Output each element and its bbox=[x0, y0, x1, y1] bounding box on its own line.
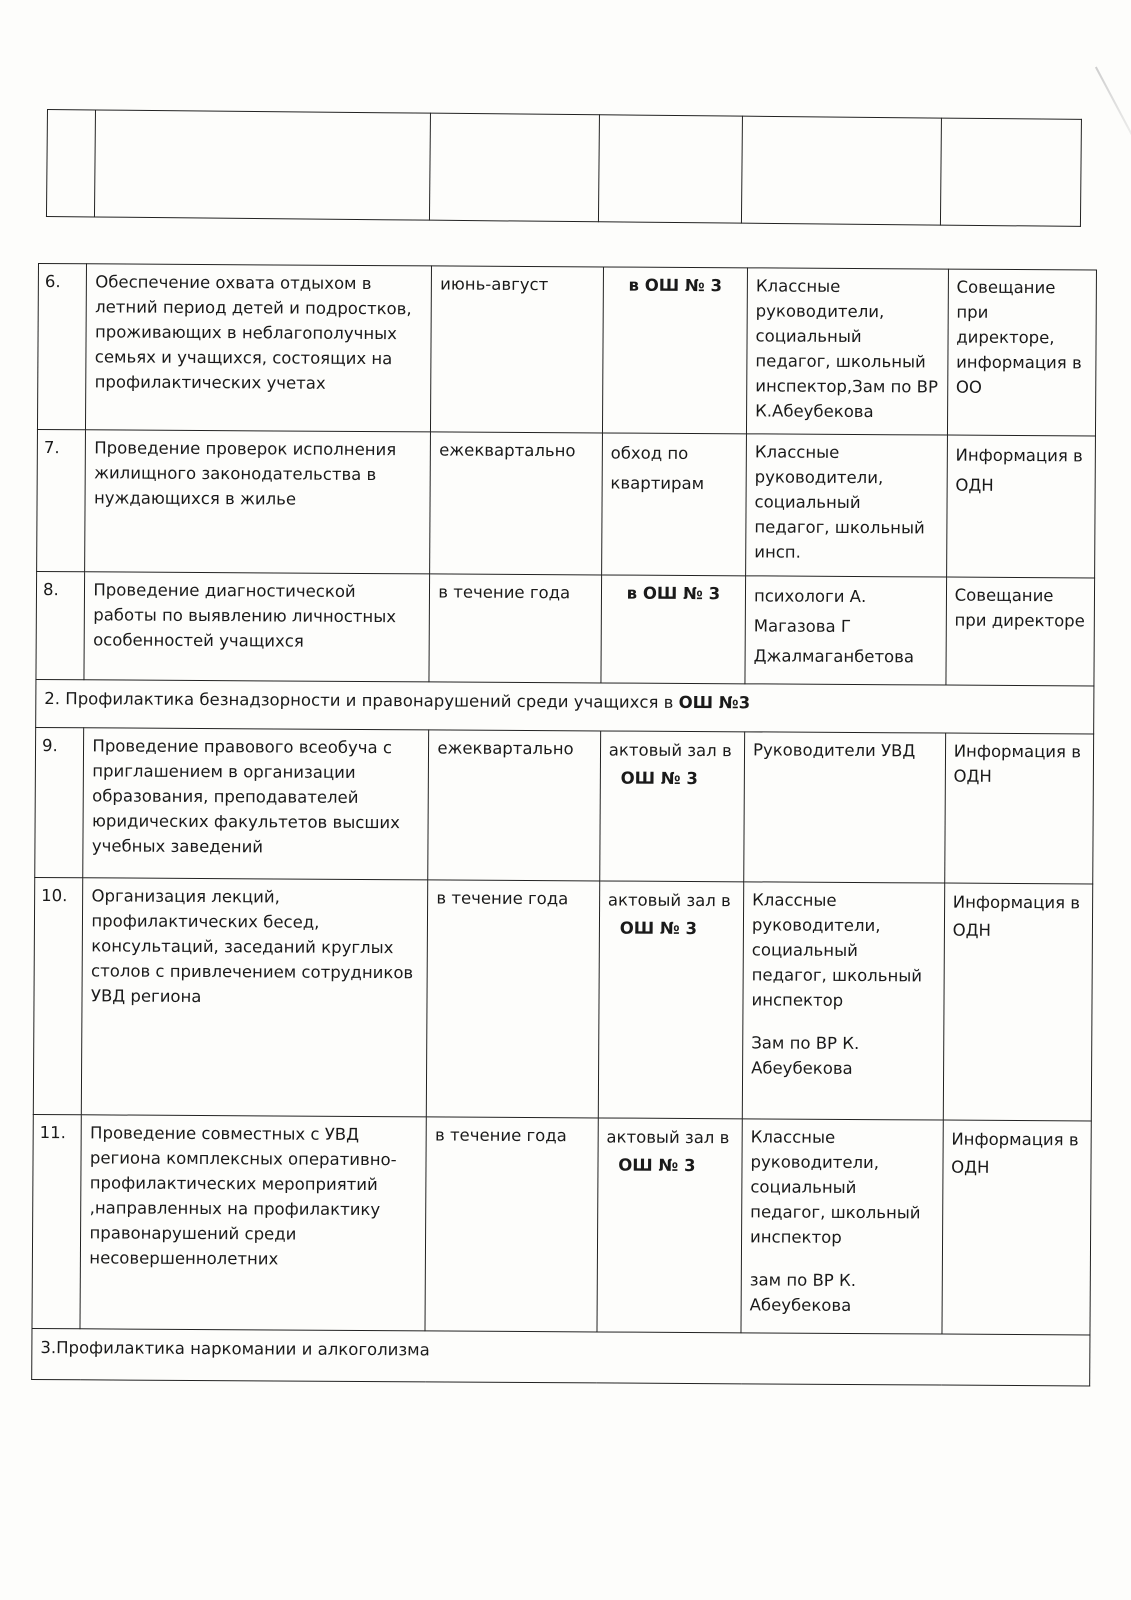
activity-cell: Проведение проверок исполнения жилищного законодательства в нуждающихся в жилье bbox=[85, 430, 431, 574]
table-row bbox=[37, 264, 1096, 436]
table-row bbox=[36, 571, 1095, 685]
responsible-deputy: Зам по ВР К. Абеубекова bbox=[751, 1033, 860, 1078]
term-cell: в течение года bbox=[425, 1117, 598, 1332]
table-row bbox=[35, 727, 1094, 883]
row-number: 9. bbox=[35, 727, 84, 877]
row-number: 8. bbox=[36, 571, 85, 679]
report-form-cell: Информация в ОДН bbox=[946, 435, 1095, 578]
place-cell: обход по квартирам bbox=[601, 433, 746, 576]
report-form-cell: Совещание при директоре, информация в ОО bbox=[947, 269, 1096, 436]
section-row bbox=[36, 679, 1094, 733]
place-line: актовый зал в bbox=[608, 740, 732, 761]
place-cell: в ОШ № 3 bbox=[601, 575, 746, 684]
place-cell bbox=[597, 1118, 743, 1333]
table-row bbox=[33, 877, 1092, 1120]
place-line: актовый зал в bbox=[606, 1127, 730, 1148]
activity-cell: Организация лекций, профилактических бесед, консультаций, заседаний круглых столов с привлечением сотрудников УВД региона bbox=[82, 878, 428, 1117]
empty-cell bbox=[429, 113, 600, 222]
report-form-cell: Информация в ОДН bbox=[943, 883, 1093, 1121]
table-row bbox=[32, 1114, 1091, 1334]
activity-cell: Проведение правового всеобуча с приглашением в организации образования, преподавателей юридических факультетов высших учебных заведений bbox=[83, 728, 429, 880]
empty-cell bbox=[599, 115, 743, 223]
term-cell: в течение года bbox=[429, 574, 601, 683]
responsible-deputy: зам по ВР К. Абеубекова bbox=[749, 1270, 857, 1315]
table-row bbox=[37, 429, 1096, 577]
previous-table-fragment bbox=[46, 109, 1082, 227]
responsible-text: Классные руководители, социальный педагог, школьный инспектор bbox=[751, 890, 923, 1010]
term-cell: ежеквартально bbox=[430, 432, 602, 575]
row-number: 10. bbox=[33, 877, 83, 1114]
report-form-cell: Информация в ОДН bbox=[944, 733, 1093, 884]
section-title: 3.Профилактика наркомании и алкоголизма bbox=[32, 1328, 1090, 1385]
section-title bbox=[36, 679, 1094, 733]
empty-table-row bbox=[46, 110, 1081, 227]
place-school: ОШ № 3 bbox=[618, 1155, 696, 1176]
report-form-cell: Совещание при директоре bbox=[946, 577, 1095, 686]
place-line: актовый зал в bbox=[607, 890, 731, 911]
empty-cell bbox=[46, 110, 95, 217]
row-number: 7. bbox=[37, 429, 86, 571]
term-cell: ежеквартально bbox=[428, 730, 600, 881]
place-cell bbox=[598, 881, 744, 1119]
place-school: ОШ № 3 bbox=[620, 768, 698, 789]
term-cell: июнь-август bbox=[431, 266, 603, 433]
section-title-text: 2. Профилактика безнадзорности и правонарушений среди учащихся в bbox=[44, 689, 679, 712]
term-cell: в течение года bbox=[427, 880, 600, 1118]
empty-cell bbox=[742, 116, 941, 225]
report-form-cell: Информация в ОДН bbox=[942, 1120, 1092, 1335]
activity-cell: Проведение диагностической работы по выявлению личностных особенностей учащихся bbox=[84, 572, 430, 682]
scan-artifact bbox=[1095, 67, 1131, 174]
responsible-cell: Классные руководители, социальный педагог, школьный инсп. bbox=[746, 434, 948, 577]
responsible-cell: Классные руководители, социальный педагог, школьный инспектор,Зам по ВР К.Абеубекова bbox=[746, 268, 948, 435]
responsible-cell bbox=[742, 882, 944, 1120]
row-number: 6. bbox=[37, 264, 86, 430]
responsible-text: Классные руководители, социальный педагог, школьный инспектор bbox=[750, 1127, 921, 1247]
activity-cell: Проведение совместных с УВД региона комплексных оперативно-профилактических мероприятий ,направленных на профилактику правонарушений среди несовершеннолетних bbox=[80, 1115, 426, 1331]
place-cell bbox=[600, 731, 745, 882]
responsible-cell: психологи А. Магазова Г Джалмаганбетова bbox=[745, 576, 946, 685]
row-number: 11. bbox=[32, 1114, 82, 1328]
plan-table bbox=[31, 263, 1097, 1386]
activity-cell: Обеспечение охвата отдыхом в летний период детей и подростков, проживающих в неблагополучных семьях и учащихся, состоящих на профилактических учетах bbox=[86, 264, 432, 432]
responsible-cell: Руководители УВД bbox=[744, 732, 946, 883]
responsible-cell bbox=[741, 1119, 943, 1334]
section-row bbox=[32, 1328, 1090, 1385]
empty-cell bbox=[95, 110, 430, 220]
place-school: ОШ № 3 bbox=[619, 918, 698, 939]
place-cell: в ОШ № 3 bbox=[602, 267, 747, 434]
empty-cell bbox=[940, 118, 1081, 226]
section-title-bold: ОШ №3 bbox=[678, 692, 751, 713]
